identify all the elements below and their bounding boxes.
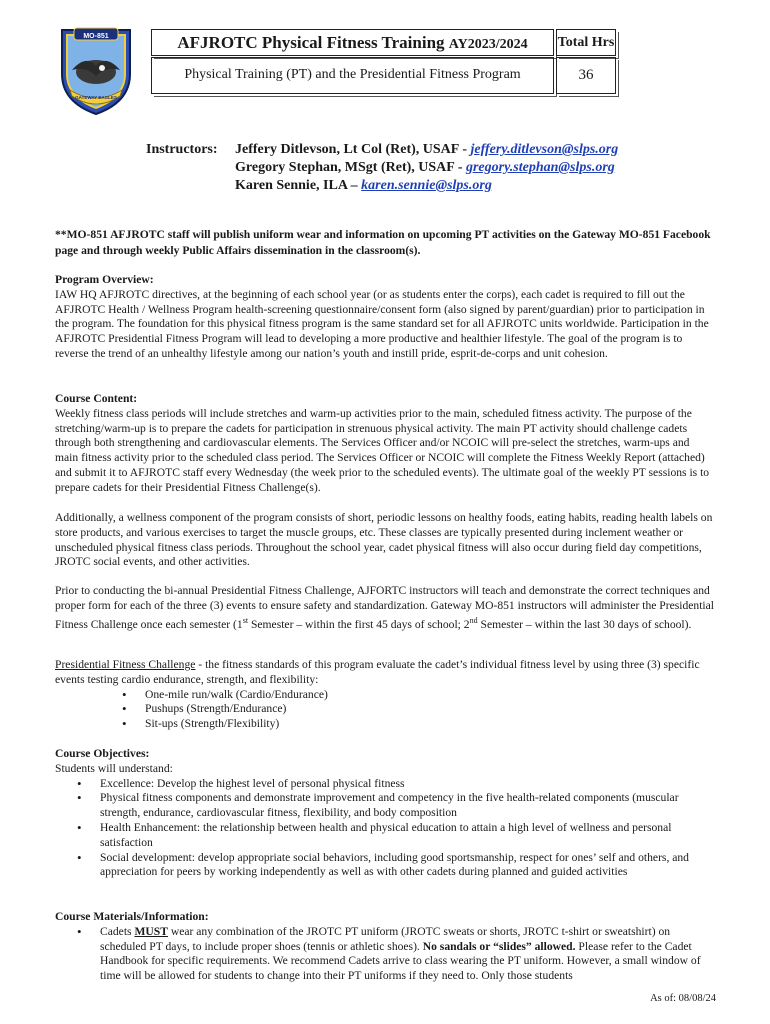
instructor-separator: - — [454, 160, 466, 175]
list-item: • Health Enhancement: the relationship between health and physical education to attain a high level of wellness and personal satisfaction — [100, 821, 715, 851]
challenge-description: - the fitness standards of this program evaluate the cadet’s individual fitness level by using three (3) specific events testing cardio endurance, strength, and flexibility: — [55, 658, 700, 686]
materials-part-c: Please refer to the Cadet Handbook for specific requirements. We recommend Cadets arrive to class wearing the PT uniform. However, a small window of time will be allowed for students to change into their PT uniforms if they need to. Only those students — [100, 939, 701, 983]
instructor-line — [235, 177, 618, 195]
instructor-line — [235, 159, 618, 177]
list-item: • Pushups (Strength/Endurance) — [145, 702, 715, 717]
academic-year: AY2023/2024 — [448, 37, 528, 52]
total-hours-label: Total Hrs — [557, 35, 615, 50]
instructor-line — [235, 141, 618, 159]
challenge-text — [55, 658, 715, 688]
list-item — [100, 925, 715, 984]
instructor-email-link[interactable]: gregory.stephan@slps.org — [465, 160, 615, 175]
title-cell — [151, 29, 554, 56]
overview-text: IAW HQ AFJROTC directives, at the beginning of each school year (or as students enter the corps), each cadet is required to fill out the AFJROTC Health / Wellness Program health-screening questionnaire/consent form (also signed by parent/guardian) prior to participation in the program. The foundation for this physical fitness program is the same standard set for all AFJROTC units worldwide. Participation in the AFJROTC Presidential Fitness Program will lead to developing a more productive and healthier lifestyle. The goal of the program is to reverse the trend of an unhealthy lifestyle among our nation’s youth and instill pride, esprit-de-corps and unit cohesion. — [55, 287, 709, 360]
list-item: • One-mile run/walk (Cardio/Endurance) — [145, 688, 715, 703]
total-hours-header — [556, 29, 616, 56]
materials-part-a: Cadets — [100, 924, 135, 938]
instructor-name: Karen Sennie, ILA — [235, 178, 348, 193]
content-paragraph-2: Additionally, a wellness component of the program consists of short, periodic lessons on healthy foods, eating habits, reading health labels on store products, and various exercises to target the muscle groups, etc. These classes are typically presented during inclement weather or unscheduled physical fitness class periods. Throughout the school year, cadet physical fitness will also occur during field day competitions, JROTC social events, and other activities. — [55, 511, 713, 569]
content-section — [55, 392, 715, 496]
p3-part-b: Semester – within the first 45 days of school; 2 — [248, 617, 470, 631]
page-subtitle: Physical Training (PT) and the Presidential Fitness Program — [184, 67, 521, 82]
subtitle-cell — [151, 57, 554, 94]
instructor-separator: - — [458, 142, 471, 157]
content-paragraph-3 — [55, 584, 715, 632]
materials-heading: Course Materials/Information: — [55, 910, 209, 923]
content-heading: Course Content: — [55, 392, 138, 405]
unit-logo — [56, 24, 136, 116]
content-paragraph-2-block — [55, 511, 715, 570]
instructor-name: Jeffery Ditlevson, Lt Col (Ret), USAF — [235, 142, 459, 157]
p3-sup-2: nd — [469, 615, 478, 625]
p3-part-c: Semester – within the last 30 days of school). — [477, 617, 692, 631]
instructor-name: Gregory Stephan, MSgt (Ret), USAF — [235, 160, 455, 175]
instructor-email-link[interactable]: jeffery.ditlevson@slps.org — [470, 142, 619, 157]
materials-no-sandals: No sandals or “slides” allowed. — [422, 939, 576, 953]
page-title: AFJROTC Physical Fitness Training — [177, 33, 445, 52]
list-item: • Physical fitness components and demonstrate improvement and competency in the five health-related components (muscular strength, endurance, cardiovascular fitness, flexibility, and body composition — [100, 791, 715, 821]
objectives-heading: Course Objectives: — [55, 747, 150, 760]
notice-text: **MO-851 AFJROTC staff will publish uniform wear and information on upcoming PT activities on the Gateway MO-851 Facebook page and through weekly Public Affairs dissemination in the classroom(s). — [55, 228, 711, 257]
materials-must: MUST — [134, 924, 168, 938]
content-paragraph-1: Weekly fitness class periods will include stretches and warm-up activities prior to the main, scheduled fitness activity. The purpose of the stretching/warm-up is to prepare the cadets for participation in strenuous physical activity. The main PT activity should challenge cadets through both strengthening and cardiovascular elements. The Services Officer and/or NCOIC will pre-select the stretches, warm-ups and main fitness activity prior to the scheduled class period. The Services Officer or NCOIC will complete the Fitness Weekly Report (attached) and submit it to AFJROTC staff every Wednesday (the week prior to the scheduled events). The ultimate goal of the weekly PT sessions is to prepare cadets for their Presidential Fitness Challenge(s). — [55, 406, 710, 494]
challenge-block — [55, 658, 715, 732]
objectives-intro: Students will understand: — [55, 761, 173, 775]
instructors-label: Instructors: — [146, 142, 218, 157]
overview-section — [55, 273, 715, 362]
instructor-separator: – — [347, 178, 362, 193]
list-item: • Social development: develop appropriate social behaviors, including good sportsmanship, respect for ones’ self and others, and appreciation for peers by working independently as well as with other cadets during planned and guided activities — [100, 851, 715, 881]
instructor-email-link[interactable]: karen.sennie@slps.org — [361, 178, 492, 193]
logo-top-text: MO-851 — [83, 33, 109, 40]
challenge-events-list — [145, 688, 715, 732]
content-paragraph-3-block — [55, 584, 715, 632]
materials-section — [55, 910, 715, 984]
as-of-date: As of: 08/08/24 — [650, 993, 716, 1004]
logo-bottom-text: GATEWAY EAGLES — [75, 95, 117, 100]
notice-block — [55, 227, 715, 258]
materials-part-b: wear any combination of the JROTC PT uniform (JROTC sweats or shorts, JROTC t-shirt or sweatshirt) on scheduled PT days, to include proper shoes (tennis or athletic shoes). — [100, 924, 671, 953]
p3-part-a: Prior to conducting the bi-annual Presidential Fitness Challenge, AJFORTC instructors will teach and demonstrate the correct techniques and proper form for each of the three (3) events to ensure safety and standardization. Gateway MO-851 instructors will administer the Presidential Fitness Challenge once each semester (1 — [55, 584, 715, 631]
objectives-section — [55, 747, 715, 880]
materials-list — [100, 925, 715, 984]
overview-heading: Program Overview: — [55, 273, 154, 286]
total-hours-value: 36 — [578, 67, 594, 83]
list-item: • Excellence: Develop the highest level of personal physical fitness — [100, 777, 715, 792]
p3-sup-1: st — [242, 615, 249, 625]
total-hours-cell — [556, 57, 616, 94]
objectives-list — [100, 777, 715, 881]
list-item: • Sit-ups (Strength/Flexibility) — [145, 717, 715, 732]
challenge-label: Presidential Fitness Challenge — [55, 658, 196, 671]
